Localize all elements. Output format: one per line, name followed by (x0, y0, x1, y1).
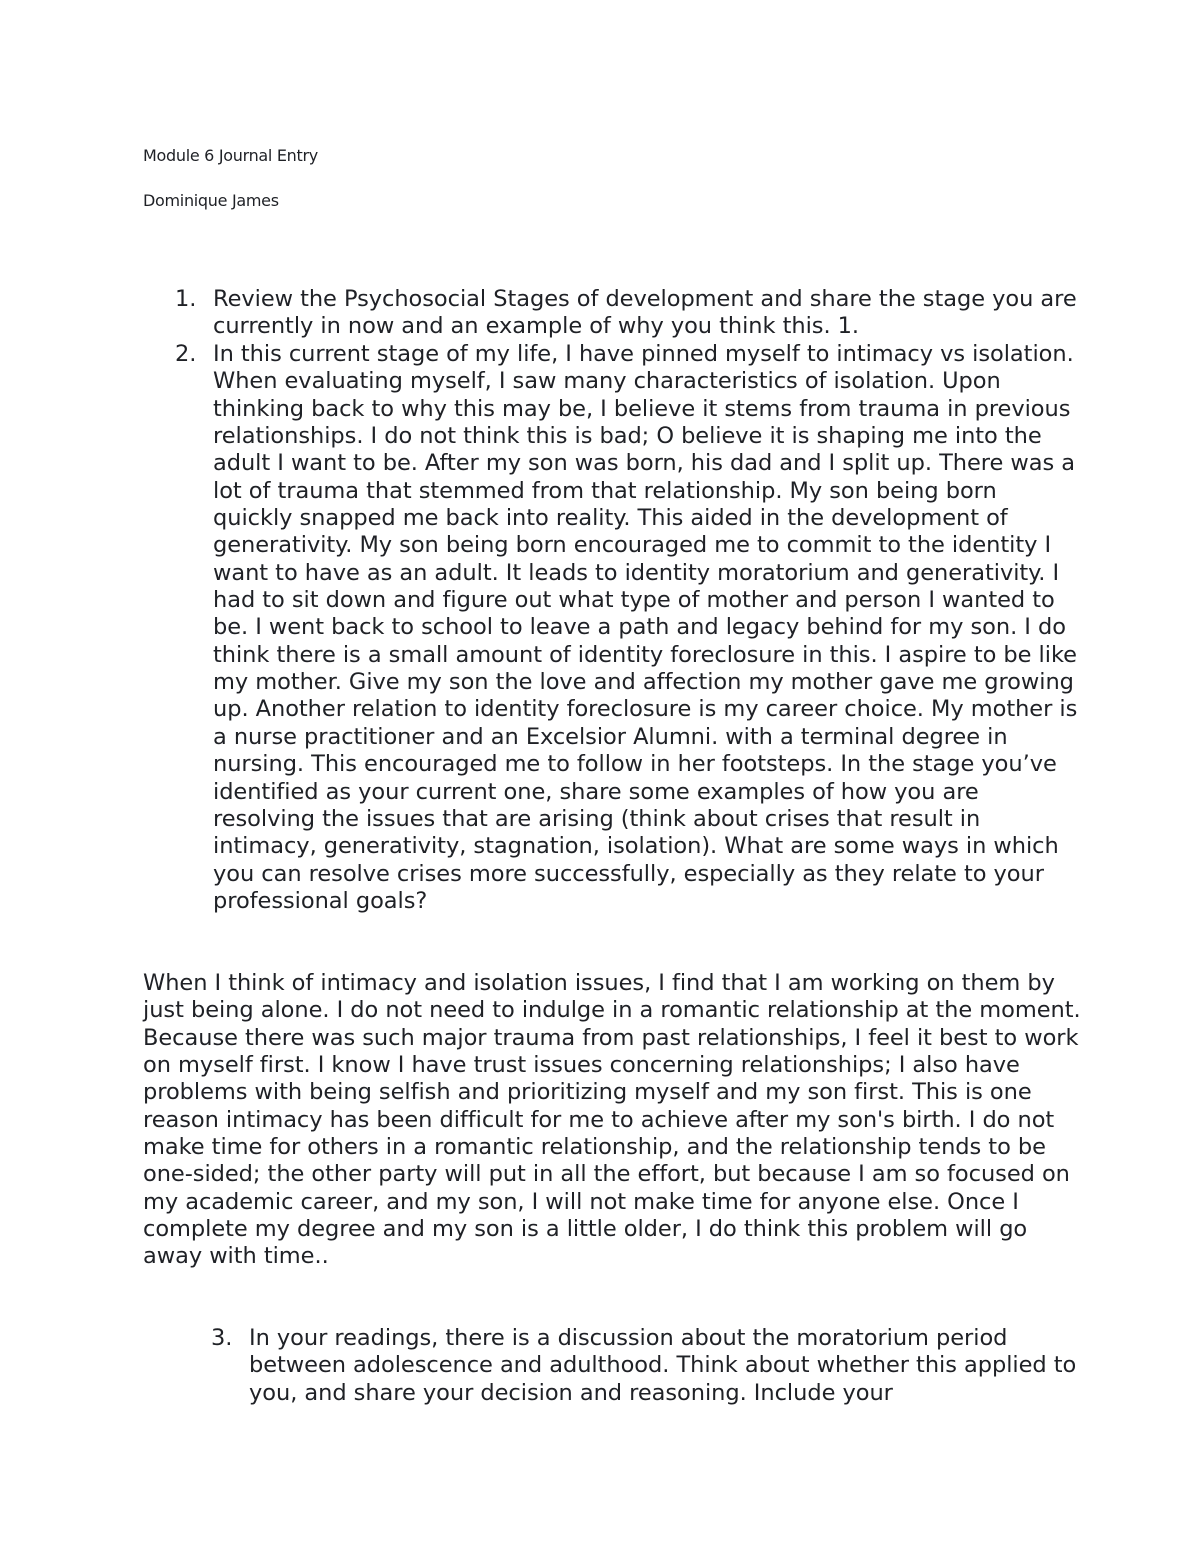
list-item-text: In this current stage of my life, I have pinned myself to intimacy vs isolation. When evaluating myself, I saw many characteristics of isolation. Upon thinking back to why this may be, I believe it stems from trauma in previous relationships. I do not think this is bad; O believe it is shaping me into the adult I want to be. After my son was born, his dad and I split up. There was a lot of trauma that stemmed from that relationship. My son being born quickly snapped me back into reality. This aided in the development of generativity. My son being born encouraged me to commit to the identity I want to have as an adult. It leads to identity moratorium and generativity. I had to sit down and figure out what type of mother and person I wanted to be. I went back to school to leave a path and legacy behind for my son. I do think there is a small amount of identity foreclosure in this. I aspire to be like my mother. Give my son the love and affection my mother gave me growing up. Another relation to identity foreclosure is my career choice. My mother is a nurse practitioner and an Excelsior Alumni. with a terminal degree in nursing. This encouraged me to follow in her footsteps. In the stage you’ve identified as your current one, share some examples of how you are resolving the issues that are arising (think about crises that result in intimacy, generativity, stagnation, isolation). What are some ways in which you can resolve crises more successfully, especially as they relate to your professional goals? (213, 341, 1078, 914)
list-item (175, 286, 1083, 341)
list-item-number: 3. (211, 1325, 233, 1351)
list-item (211, 1325, 1089, 1407)
author-name: Dominique James (143, 191, 279, 210)
list-item-number: 1. (175, 286, 197, 312)
body-paragraph: When I think of intimacy and isolation issues, I find that I am working on them by just being alone. I do not need to indulge in a romantic relationship at the moment. Because there was such major trauma from past relationships, I feel it best to work on myself first. I know I have trust issues concerning relationships; I also have problems with being selfish and prioritizing myself and my son first. This is one reason intimacy has been difficult for me to achieve after my son's birth. I do not make time for others in a romantic relationship, and the relationship tends to be one-sided; the other party will put in all the effort, but because I am so focused on my academic career, and my son, I will not make time for anyone else. Once I complete my degree and my son is a little older, I do think this problem will go away with time.. (143, 970, 1081, 1270)
list-item-text: In your readings, there is a discussion about the moratorium period between adolescence and adulthood. Think about whether this applied to you, and share your decision and reasoning. Include your (249, 1325, 1077, 1406)
list-item-text: Review the Psychosocial Stages of development and share the stage you are currently in now and an example of why you think this. 1. (213, 286, 1077, 340)
document-title: Module 6 Journal Entry (143, 146, 318, 165)
list-item (175, 341, 1083, 915)
list-item-number: 2. (175, 341, 197, 367)
